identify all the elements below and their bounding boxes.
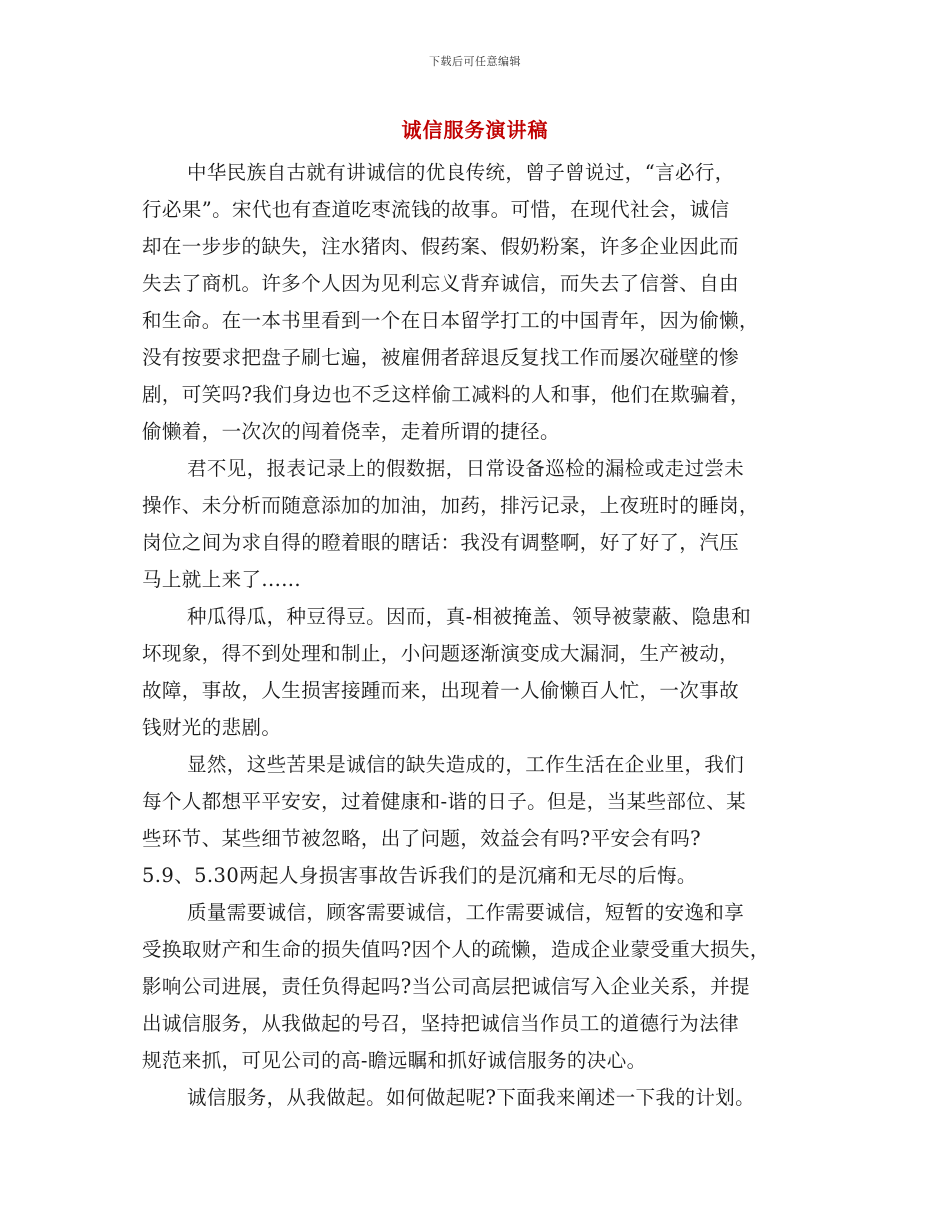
text-line: 些环节、某些细节被忽略，出了问题，效益会有吗?平安会有吗? <box>142 827 702 850</box>
paragraph <box>142 746 812 894</box>
text-line: 影响公司进展，责任负得起吗?当公司高层把诚信写入企业关系，并提 <box>142 975 750 998</box>
text-line: 5.9、5.30两起人身损害事故告诉我们的是沉痛和无尽的后悔。 <box>142 864 697 887</box>
text-line: 每个人都想平平安安，过着健康和-谐的日子。但是，当某些部位、某 <box>142 790 746 813</box>
paragraph <box>142 1079 812 1116</box>
text-line: 岗位之间为求自得的瞪着眼的瞎话：我没有调整啊，好了好了，汽压 <box>142 531 740 554</box>
text-line: 种瓜得瓜，种豆得豆。因而，真-相被掩盖、领导被蒙蔽、隐患和 <box>187 605 752 628</box>
text-line: 君不见，报表记录上的假数据，日常设备巡检的漏检或走过尝未 <box>187 457 745 480</box>
text-line: 偷懒着，一次次的闯着侥幸，走着所谓的捷径。 <box>142 420 560 443</box>
text-line: 质量需要诚信，顾客需要诚信，工作需要诚信，短暂的安逸和享 <box>187 901 745 924</box>
text-line: 显然，这些苦果是诚信的缺失造成的，工作生活在企业里，我们 <box>187 753 745 776</box>
text-line: 故障，事故，人生损害接踵而来，出现着一人偷懒百人忙，一次事故 <box>142 679 740 702</box>
text-line: 剧，可笑吗?我们身边也不乏这样偷工减料的人和事，他们在欺骗着， <box>142 383 750 406</box>
text-line: 中华民族自古就有讲诚信的优良传统，曾子曾说过，“言必行， <box>187 161 735 184</box>
text-line: 诚信服务，从我做起。如何做起呢?下面我来阐述一下我的计划。 <box>187 1086 756 1109</box>
text-line: 行必果”。宋代也有查道吃枣流钱的故事。可惜，在现代社会，诚信 <box>142 198 730 221</box>
document-body <box>142 154 812 1116</box>
paragraph <box>142 450 812 598</box>
text-line: 钱财光的悲剧。 <box>142 716 282 739</box>
text-line: 却在一步步的缺失，注水猪肉、假药案、假奶粉案，许多企业因此而 <box>142 235 740 258</box>
text-line: 马上就上来了...... <box>142 568 301 591</box>
text-line: 失去了商机。许多个人因为见利忘义背弃诚信，而失去了信誉、自由 <box>142 272 740 295</box>
text-line: 受换取财产和生命的损失值吗?因个人的疏懒，造成企业蒙受重大损失， <box>142 938 770 961</box>
text-line: 操作、未分析而随意添加的加油，加药，排污记录，上夜班时的睡岗， <box>142 494 759 517</box>
paragraph <box>142 154 812 450</box>
document-title: 诚信服务演讲稿 <box>401 118 549 142</box>
text-line: 出诚信服务，从我做起的号召，坚持把诚信当作员工的道德行为法律 <box>142 1012 740 1035</box>
text-line: 坏现象，得不到处理和制止，小问题逐渐演变成大漏洞，生产被动， <box>142 642 740 665</box>
page-header-note: 下载后可任意编辑 <box>429 55 521 68</box>
paragraph <box>142 894 812 1079</box>
text-line: 规范来抓，可见公司的高-瞻远瞩和抓好诚信服务的决心。 <box>142 1049 647 1072</box>
text-line: 没有按要求把盘子刷七遍，被雇佣者辞退反复找工作而屡次碰壁的惨 <box>142 346 740 369</box>
paragraph <box>142 598 812 746</box>
text-line: 和生命。在一本书里看到一个在日本留学打工的中国青年，因为偷懒， <box>142 309 759 332</box>
